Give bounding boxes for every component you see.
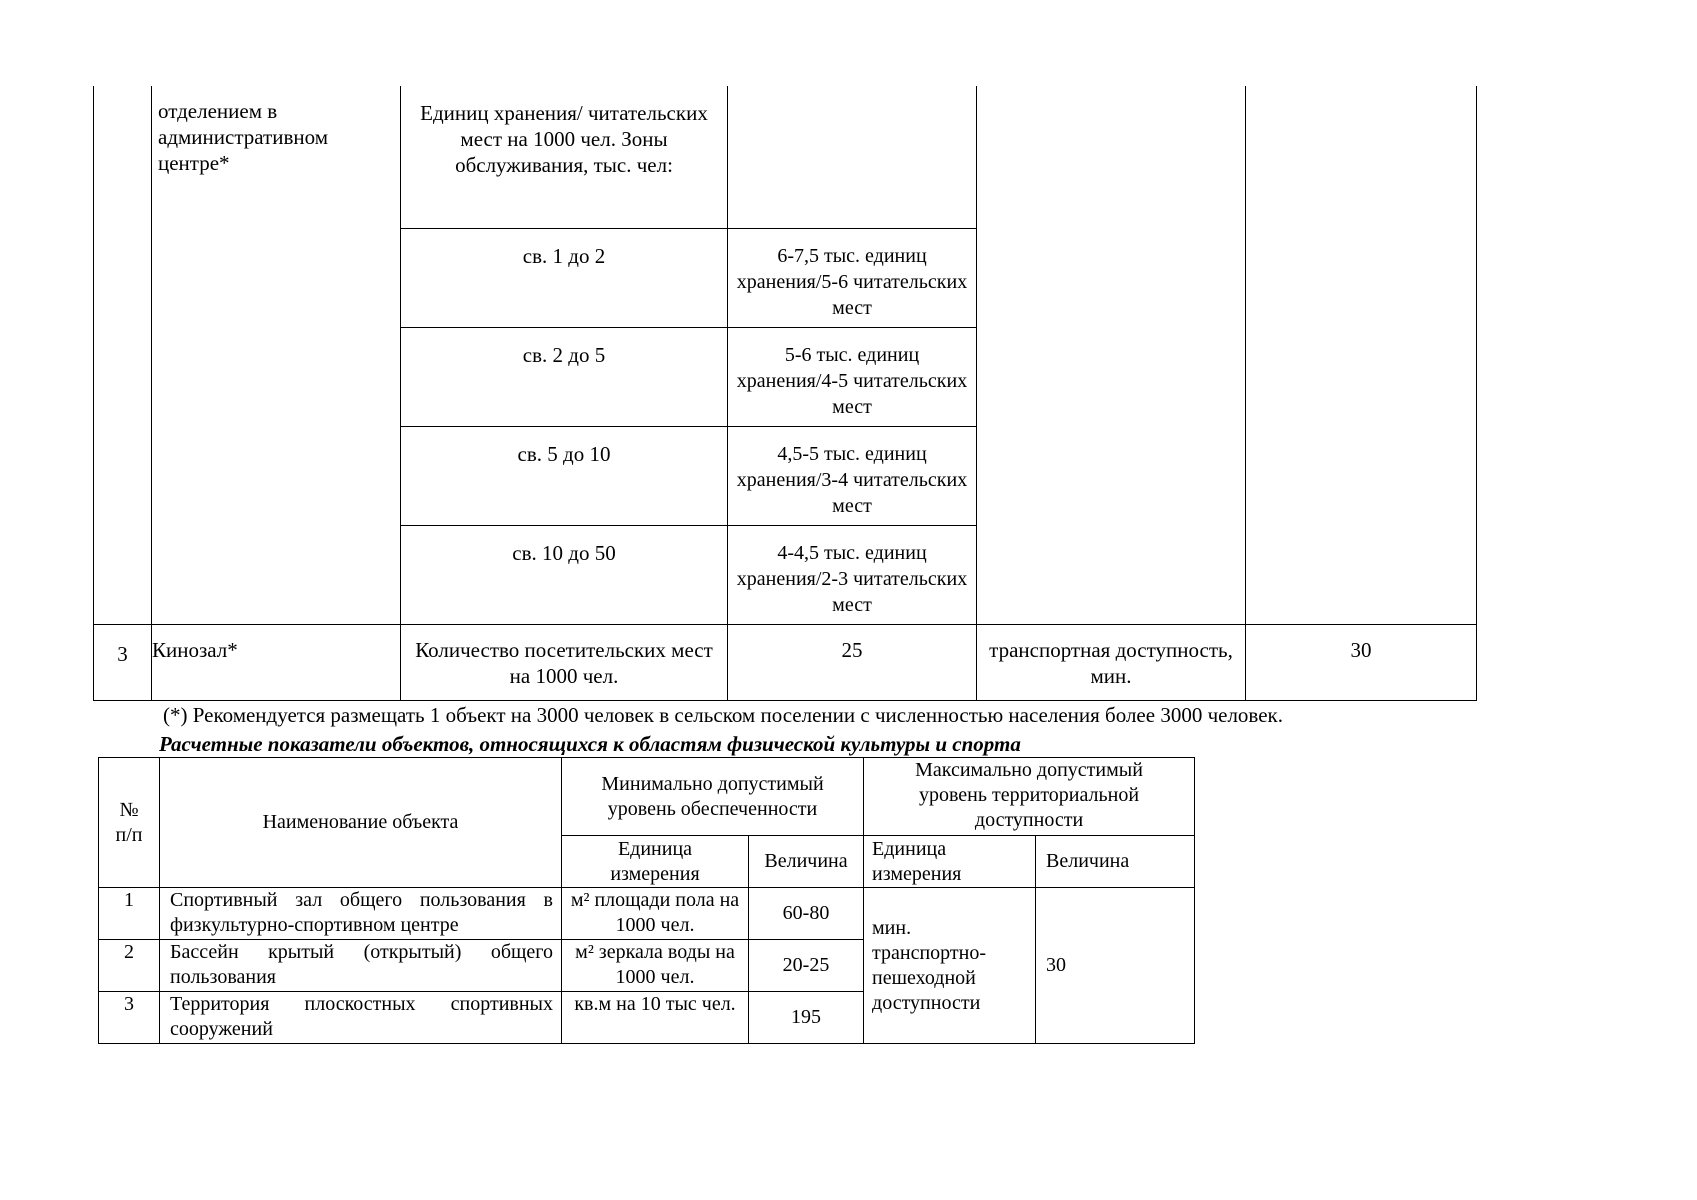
unit-cell: кв.м на 10 тыс чел. — [562, 992, 749, 1044]
header-name: Наименование объекта — [160, 758, 562, 888]
zone-label: св. 2 до 5 — [401, 327, 728, 426]
empty-value-cell — [728, 86, 977, 228]
object-name-continued: отделением в административном центре* — [152, 86, 401, 624]
zone-label: св. 5 до 10 — [401, 426, 728, 525]
value-cell: 60-80 — [749, 888, 864, 940]
header-num: № п/п — [99, 758, 160, 888]
header-max-level: Максимально допустимый уровень территориальной доступности — [864, 758, 1195, 836]
zone-label: св. 1 до 2 — [401, 228, 728, 327]
zone-value: 6-7,5 тыс. единиц хранения/5-6 читательских мест — [728, 228, 977, 327]
header-value: Величина — [749, 836, 864, 888]
unit-header-cell: Единиц хранения/ читательских мест на 1000 чел. Зоны обслуживания, тыс. чел: — [401, 86, 728, 228]
header-min-level: Минимально допустимый уровень обеспеченности — [562, 758, 864, 836]
section-subtitle: Расчетные показатели объектов, относящихся к областям физической культуры и спорта — [159, 732, 1021, 756]
object-name: Кинозал* — [152, 624, 401, 700]
access-unit-cell: транспортная доступность, мин. — [977, 624, 1246, 700]
object-name: Территория плоскостных спортивных сооружений — [160, 992, 562, 1044]
unit-cell: Количество посетительских мест на 1000 чел. — [401, 624, 728, 700]
access-value-empty — [1246, 86, 1477, 624]
access-value-cell: 30 — [1036, 888, 1195, 1044]
header-unit: Единица измерения — [562, 836, 749, 888]
object-name: Спортивный зал общего пользования в физкультурно-спортивном центре — [160, 888, 562, 940]
value-cell: 195 — [749, 992, 864, 1044]
row-number: 3 — [94, 624, 152, 700]
sports-table — [98, 757, 1195, 1044]
header-unit-access: Единица измерения — [864, 836, 1036, 888]
zone-value: 4-4,5 тыс. единиц хранения/2-3 читательских мест — [728, 525, 977, 624]
row-number: 2 — [99, 940, 160, 992]
zone-value: 4,5-5 тыс. единиц хранения/3-4 читательских мест — [728, 426, 977, 525]
object-name: Бассейн крытый (открытый) общего пользования — [160, 940, 562, 992]
footnote: (*) Рекомендуется размещать 1 объект на 3000 человек в сельском поселении с численностью населения более 3000 человек. — [163, 703, 1283, 727]
access-value-cell: 30 — [1246, 624, 1477, 700]
row-number: 1 — [99, 888, 160, 940]
access-unit-empty — [977, 86, 1246, 624]
header-value-access: Величина — [1036, 836, 1195, 888]
unit-cell: м² зеркала воды на 1000 чел. — [562, 940, 749, 992]
row-number: 3 — [99, 992, 160, 1044]
zone-value: 5-6 тыс. единиц хранения/4-5 читательских мест — [728, 327, 977, 426]
access-unit-cell: мин. транспортно-пешеходной доступности — [864, 888, 1036, 1044]
unit-cell: м² площади пола на 1000 чел. — [562, 888, 749, 940]
culture-table — [93, 86, 1477, 701]
zone-label: св. 10 до 50 — [401, 525, 728, 624]
value-cell: 25 — [728, 624, 977, 700]
num-cell-continued — [94, 86, 152, 624]
value-cell: 20-25 — [749, 940, 864, 992]
